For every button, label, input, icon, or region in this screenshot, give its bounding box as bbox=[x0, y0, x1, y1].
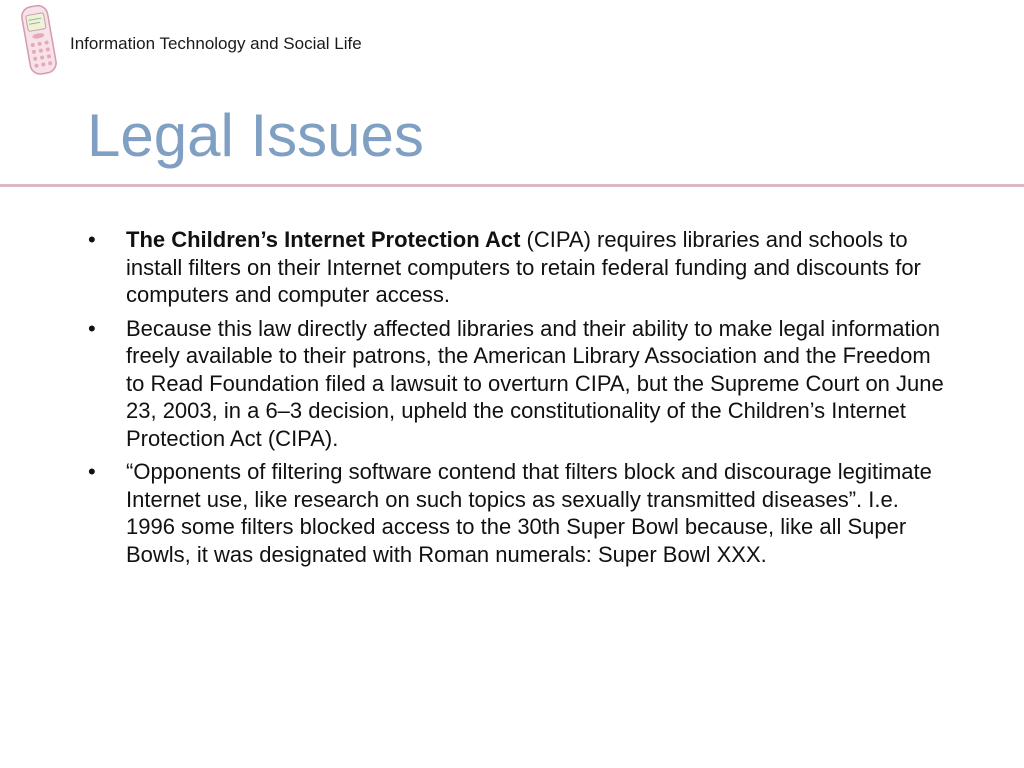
bullet-body: (CIPA) requires libraries and schools to install filters on their Internet computers to retain federal funding and discounts for computers and computer access. bbox=[126, 227, 921, 307]
bullet-body: “Opponents of filtering software contend that filters block and discourage legitimate Internet use, like research on such topics as sexually transmitted diseases”. I.e. 1996 some filters blocked access to the 30th Super Bowl because, like all Super Bowls, it was designated with Roman numerals: Super Bowl XXX. bbox=[126, 459, 932, 567]
bullet-item bbox=[88, 315, 948, 453]
slide-title: Legal Issues bbox=[87, 102, 424, 169]
bullet-item bbox=[88, 458, 948, 568]
bullet-body: Because this law directly affected libraries and their ability to make legal information freely available to their patrons, the American Library Association and the Freedom to Read Foundation filed a lawsuit to overturn CIPA, but the Supreme Court on June 23, 2003, in a 6–3 decision, upheld the constitutionality of the Children’s Internet Protection Act (CIPA). bbox=[126, 315, 944, 451]
bullet-list bbox=[88, 226, 948, 574]
bullet-bold-lead: The Children’s Internet Protection Act bbox=[126, 227, 521, 252]
bullet-text bbox=[126, 459, 932, 567]
bullet-text bbox=[126, 227, 921, 307]
bullet-marker: • bbox=[88, 227, 96, 252]
bullet-text bbox=[126, 316, 944, 451]
bullet-item bbox=[88, 226, 948, 309]
bullet-marker: • bbox=[88, 459, 96, 484]
bullet-marker: • bbox=[88, 315, 96, 341]
phone-icon bbox=[17, 2, 59, 78]
course-title: Information Technology and Social Life bbox=[70, 34, 362, 53]
title-divider bbox=[0, 184, 1024, 187]
